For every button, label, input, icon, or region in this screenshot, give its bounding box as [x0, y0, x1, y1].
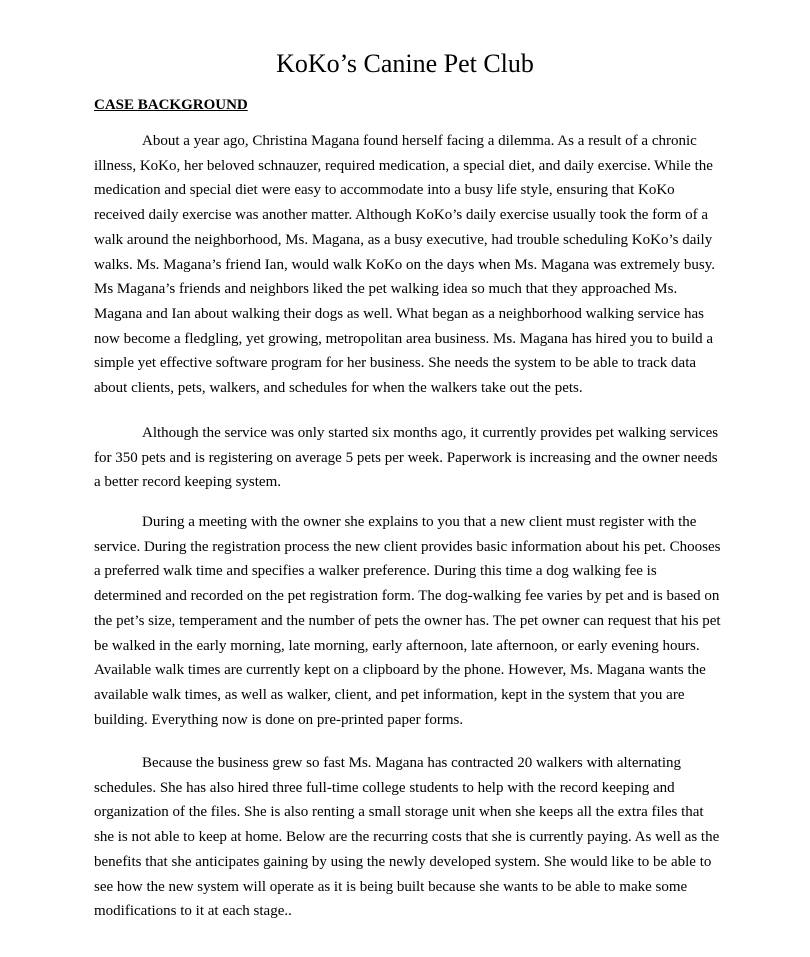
section-heading: CASE BACKGROUND: [94, 97, 248, 113]
paragraph-2: Although the service was only started six months ago, it currently provides pet walking services for 350 pets and is registering on average 5 pets per week. Paperwork is increasing and the owner needs a better record keeping system.: [94, 425, 719, 491]
paragraph-3: During a meeting with the owner she explains to you that a new client must register with the service. During the registration process the new client provides basic information about his pet. Chooses a preferred walk time and specifies a walker preference. During this time a dog walking fee is determined and recorded on the pet registration form. The dog-walking fee varies by pet and is based on the pet’s size, temperament and the number of pets the owner has. The pet owner can request that his pet be walked in the early morning, late morning, early afternoon, late afternoon, or early evening hours. Available walk times are currently kept on a clipboard by the phone. However, Ms. Magana wants the available walk times, as well as walker, client, and pet information, kept in the system that you are building. Everything now is done on pre-printed paper forms.: [94, 514, 721, 728]
paragraph-1: About a year ago, Christina Magana found herself facing a dilemma. As a result of a chronic illness, KoKo, her beloved schnauzer, required medication, a special diet, and daily exercise. While the medication and special diet were easy to accommodate into a busy life style, ensuring that KoKo received daily exercise was another matter. Although KoKo’s daily exercise usually took the form of a walk around the neighborhood, Ms. Magana, as a busy executive, had trouble scheduling KoKo’s daily walks. Ms. Magana’s friend Ian, would walk KoKo on the days when Ms. Magana was extremely busy. Ms Magana’s friends and neighbors liked the pet walking idea so much that they approached Ms. Magana and Ian about walking their dogs as well. What began as a neighborhood walking service has now become a fledgling, yet growing, metropolitan area business. Ms. Magana has hired you to build a simple yet effective software program for her business. She needs the system to be able to track data about clients, pets, walkers, and schedules for when the walkers take out the pets.: [94, 133, 715, 397]
paragraph-4: Because the business grew so fast Ms. Magana has contracted 20 walkers with alternating schedules. She has also hired three full-time college students to help with the record keeping and organization of the files. She is also renting a small storage unit when she keeps all the extra files that she is not able to keep at home. Below are the recurring costs that she is currently paying. As well as the benefits that she anticipates gaining by using the newly developed system. She would like to be able to see how the new system will operate as it is being built because she wants to be able to make some modifications to it at each stage..: [94, 755, 720, 920]
page-title: KoKo’s Canine Pet Club: [276, 49, 534, 78]
